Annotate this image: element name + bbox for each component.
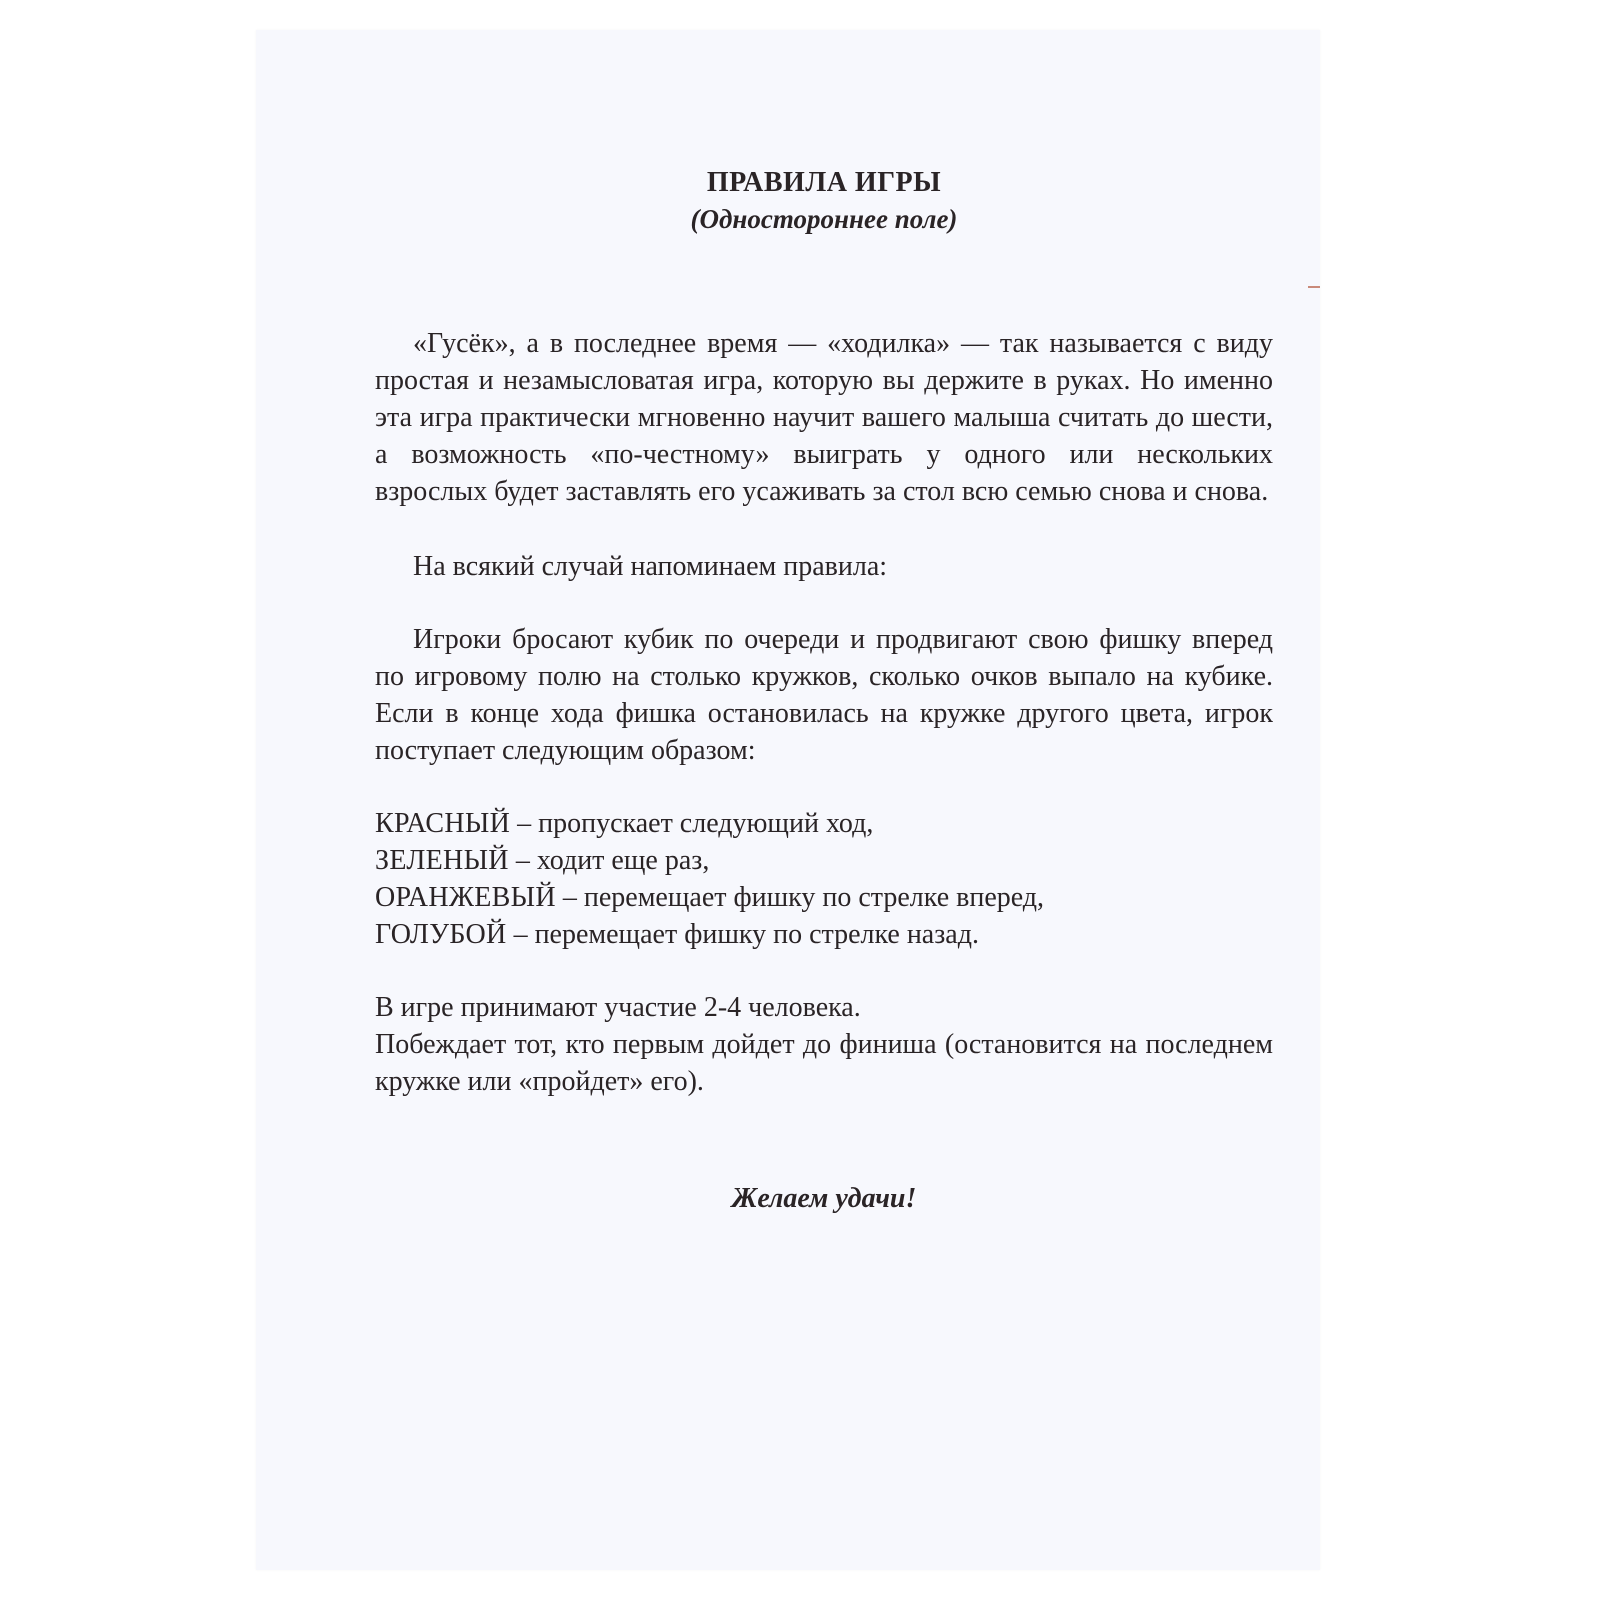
- good-luck-wish: Желаем удачи!: [731, 1183, 917, 1214]
- color-rules-list: [375, 805, 1273, 953]
- color-rule-blue: [375, 916, 1273, 953]
- page-title: ПРАВИЛА ИГРЫ: [706, 167, 942, 198]
- color-rule-red: [375, 805, 1273, 842]
- color-rule-green: [375, 842, 1273, 879]
- rules-paragraph: Игроки бросают кубик по очереди и продвигают свою фишку вперед по игровому полю на столько кружков, сколько очков выпало на кубике. Если в конце хода фишка остановилась на кружке другого цвета, игрок поступает следующим образом:: [375, 624, 1273, 766]
- color-rule-orange: [375, 879, 1273, 916]
- winner-text: Побеждает тот, кто первым дойдет до финиша (остановится на последнем кружке или «пройдет» его).: [375, 1029, 1273, 1097]
- page-subtitle: (Одностороннее поле): [690, 204, 958, 234]
- color-rule-name: ЗЕЛЕНЫЙ: [375, 845, 509, 876]
- color-rule-action: – перемещает фишку по стрелке назад.: [506, 919, 979, 950]
- color-rule-action: – пропускает следующий ход,: [510, 808, 874, 839]
- color-rule-name: ОРАНЖЕВЫЙ: [375, 882, 556, 913]
- participants-block: [375, 989, 1273, 1100]
- reminder-paragraph: На всякий случай напоминаем правила:: [413, 551, 888, 582]
- rules-content: [375, 165, 1273, 1217]
- participants-text: В игре принимают участие 2-4 человека.: [375, 992, 861, 1023]
- color-rule-name: ГОЛУБОЙ: [375, 919, 507, 950]
- color-rule-action: – ходит еще раз,: [508, 845, 710, 876]
- color-rule-name: КРАСНЫЙ: [375, 808, 511, 839]
- page-edge-mark: [1308, 286, 1320, 288]
- color-rule-action: – перемещает фишку по стрелке вперед,: [555, 882, 1045, 913]
- intro-paragraph: «Гусёк», а в последнее время — «ходилка» — так называется с виду простая и незамысловатая игра, которую вы держите в руках. Но именно эта игра практически мгновенно научит вашего малыша считать до шести, а возможность «по-честному» выиграть у одного или нескольких взрослых будет заставлять его усаживать за стол всю семью снова и снова.: [375, 328, 1273, 507]
